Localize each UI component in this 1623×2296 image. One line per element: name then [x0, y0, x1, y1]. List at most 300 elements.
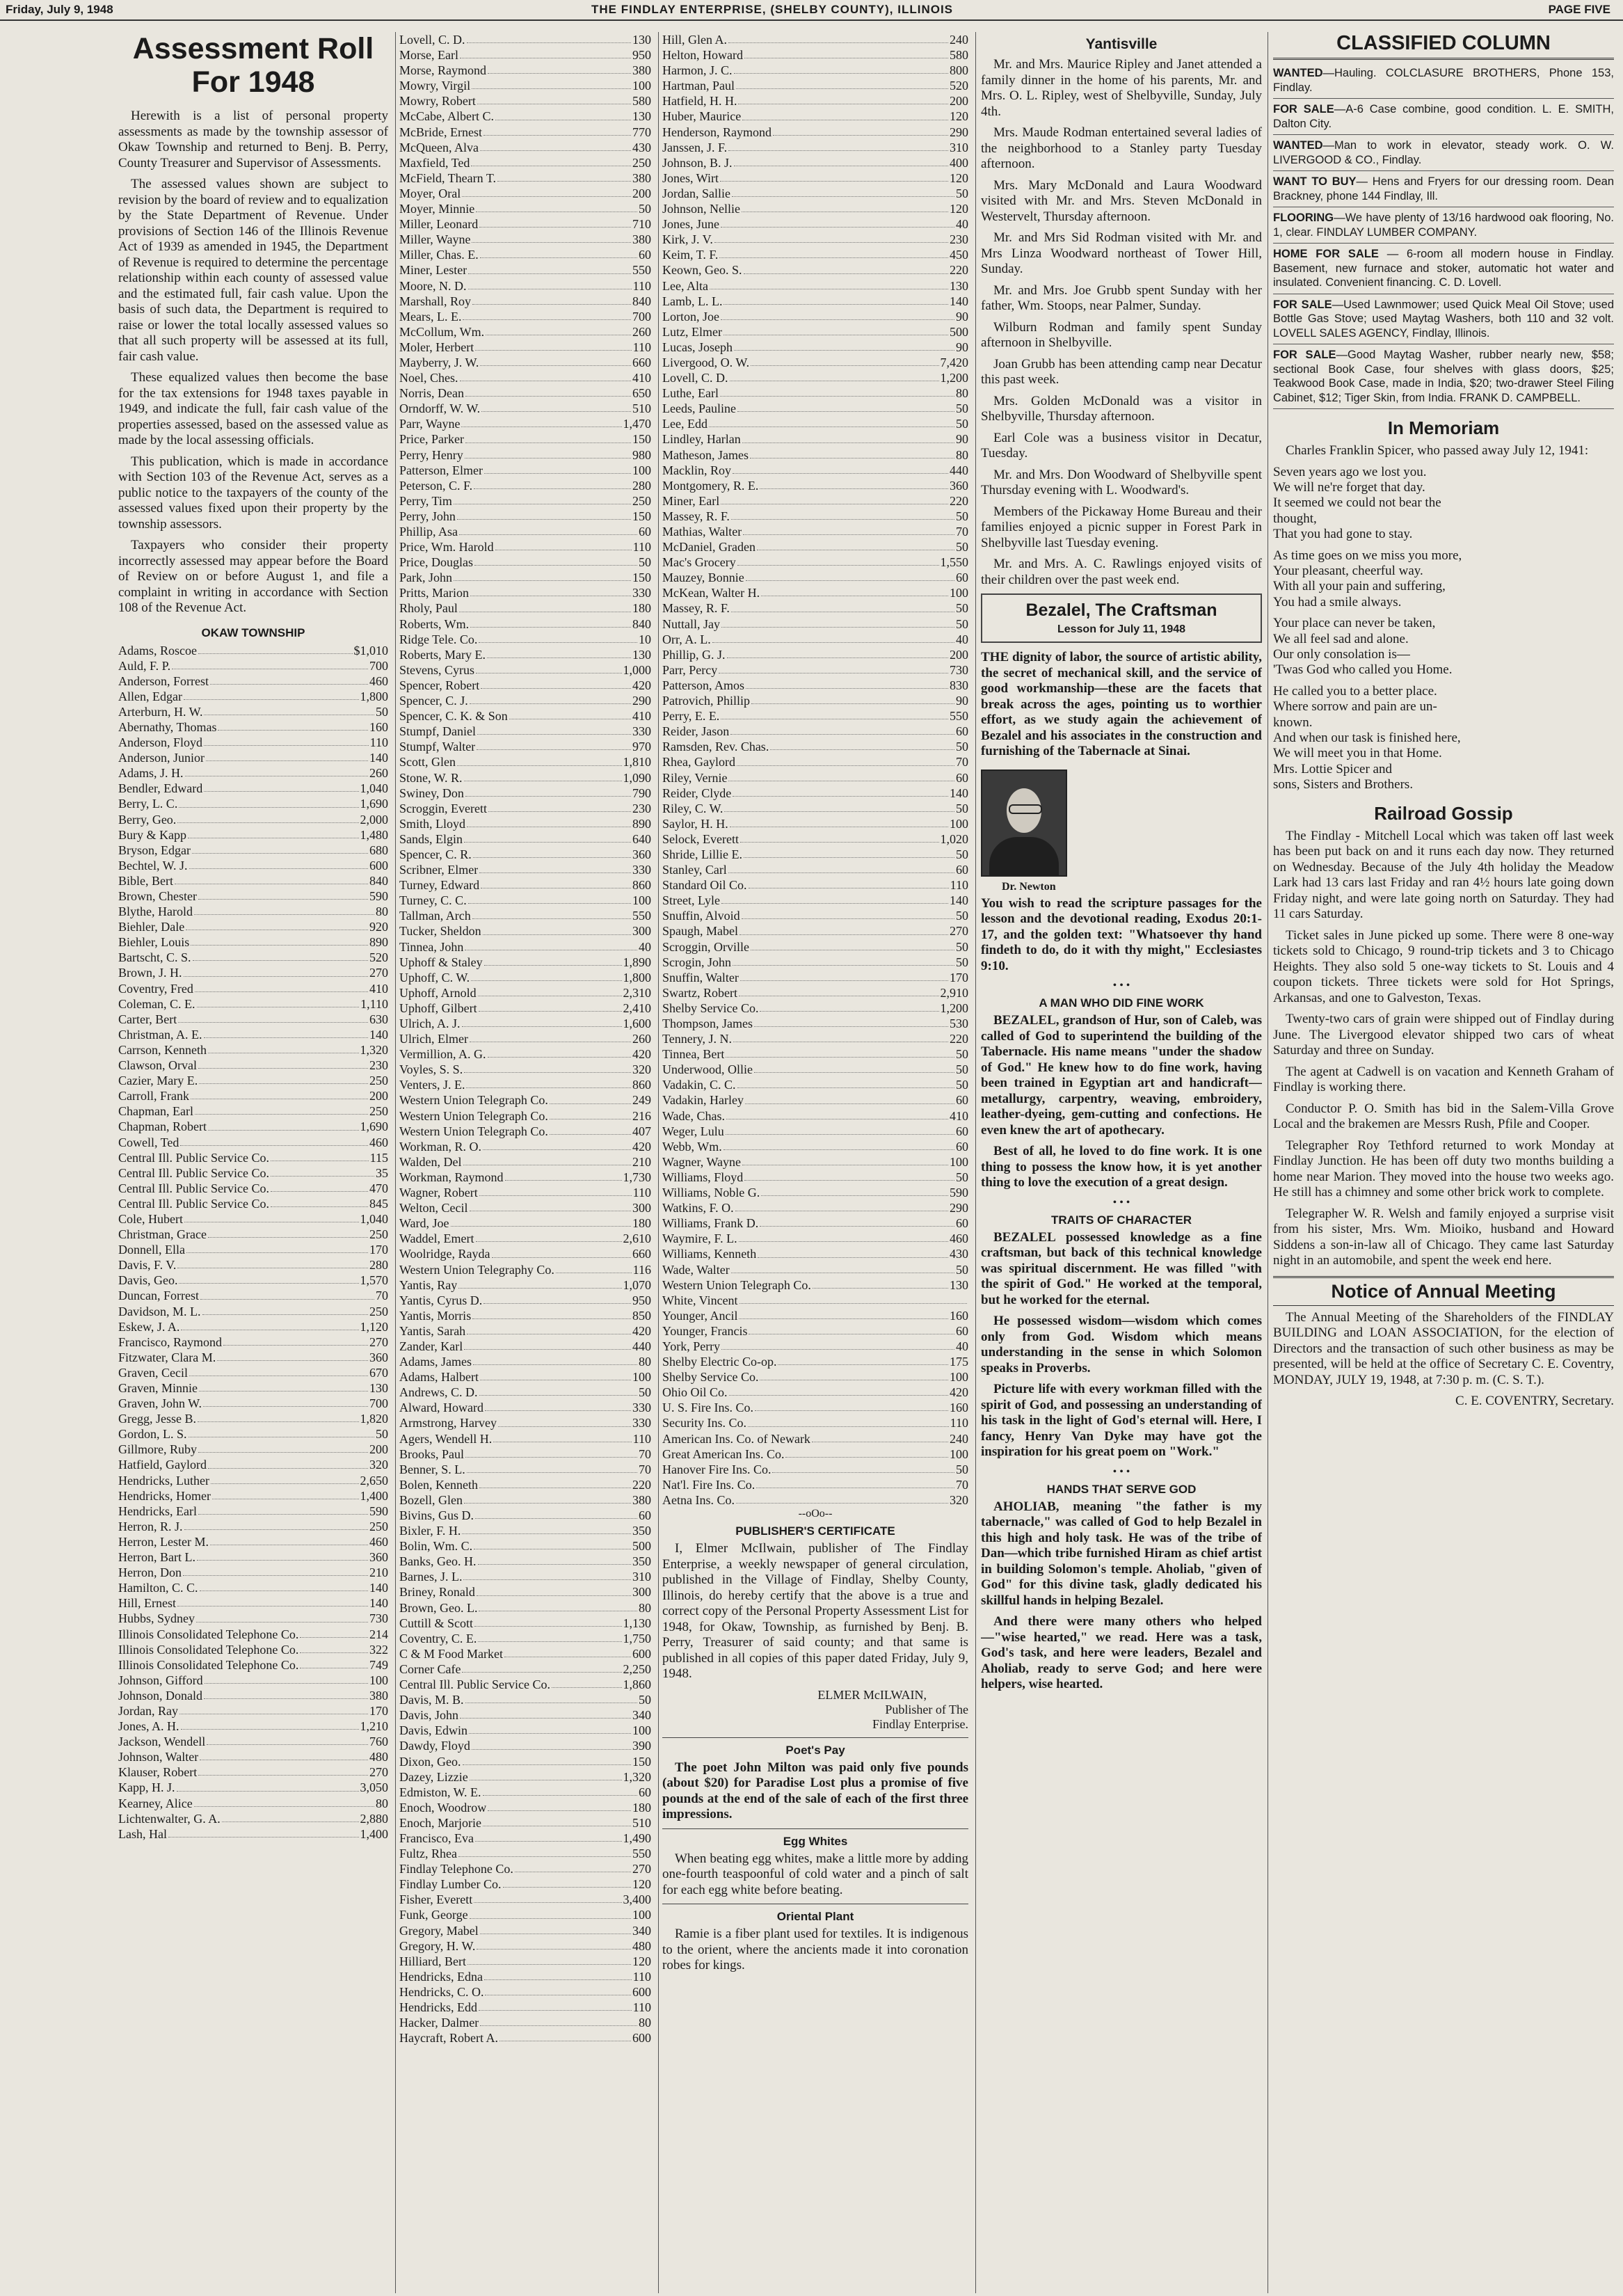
assessed-value: 130	[950, 278, 968, 293]
assessment-row	[118, 1396, 388, 1411]
leader-dots	[475, 1831, 622, 1842]
assessment-row	[118, 1549, 388, 1565]
assessment-row	[662, 724, 968, 739]
assessment-row	[118, 888, 388, 904]
assessment-row	[399, 47, 651, 63]
taxpayer-name: Parr, Wayne	[399, 417, 461, 431]
assessed-value: 660	[632, 355, 651, 369]
leader-dots	[459, 600, 631, 612]
leader-dots	[744, 1170, 954, 1181]
classified-heading: CLASSIFIED COLUMN	[1273, 32, 1614, 60]
assessed-value: 1,470	[623, 417, 651, 431]
assessment-row	[662, 1369, 968, 1385]
taxpayer-name: Peterson, C. F.	[399, 478, 473, 493]
assessment-row	[399, 155, 651, 170]
assessed-value: 140	[950, 786, 968, 800]
news-paragraph: Mr. and Mrs. Don Woodward of Shelbyville spent Thursday evening with L. Woodward's.	[981, 467, 1262, 497]
leader-dots	[473, 1354, 637, 1365]
news-paragraph: Members of the Pickaway Home Bureau and their families enjoyed a picnic supper in Forest Park in Shelbyville last Tuesday evening.	[981, 504, 1262, 550]
leader-dots	[737, 754, 954, 765]
lesson-paragraph: And there were many others who helped—"wise hearted," we read. Here was a task, God's task, and here were leaders, Bezalel and Aholiab, ready to serve God; and here were helpers, wise hearted.	[981, 1614, 1262, 1691]
assessment-row	[662, 262, 968, 278]
assessment-row	[662, 1477, 968, 1492]
taxpayer-name: Stone, W. R.	[399, 770, 463, 785]
taxpayer-name: McCabe, Albert C.	[399, 109, 494, 124]
assessed-value: 980	[632, 447, 651, 462]
leader-dots	[477, 739, 631, 750]
taxpayer-name: Scroggin, Orville	[662, 939, 749, 954]
taxpayer-name: Hamilton, C. C.	[118, 1581, 198, 1595]
leader-dots	[736, 1492, 948, 1504]
taxpayer-name: Central Ill. Public Service Co.	[118, 1150, 269, 1165]
column-4	[981, 32, 1262, 1698]
taxpayer-name: Luthe, Earl	[662, 386, 719, 401]
classified-ad	[1273, 135, 1614, 171]
taxpayer-name: Tinnea, John	[399, 939, 464, 954]
leader-dots	[458, 1846, 631, 1857]
leader-dots	[733, 1031, 948, 1042]
assessment-row	[662, 524, 968, 539]
assessment-row	[118, 1088, 388, 1103]
assessed-value: 200	[950, 647, 968, 662]
assessment-row	[399, 1462, 651, 1477]
taxpayer-name: Gregg, Jesse B.	[118, 1412, 196, 1426]
assessed-value: 1,550	[940, 555, 968, 570]
assessed-value: 2,650	[360, 1473, 388, 1488]
taxpayer-name: Dawdy, Floyd	[399, 1739, 470, 1753]
taxpayer-name: Herron, R. J.	[118, 1519, 183, 1533]
news-paragraph: Mrs. Mary McDonald and Laura Woodward visited with Mr. and Mrs. Steven McDonald in Westervelt, Thursday afternoon.	[981, 177, 1262, 224]
leader-dots	[177, 1780, 359, 1791]
taxpayer-name: Tallman, Arch	[399, 909, 471, 923]
assessed-value: 1,490	[623, 1831, 651, 1845]
leader-dots	[179, 1273, 358, 1284]
masthead-date: Friday, July 9, 1948	[6, 3, 113, 16]
assessment-row	[118, 1826, 388, 1842]
assessment-list-2	[399, 32, 651, 2046]
leader-dots	[727, 647, 948, 658]
annual-meeting-text: The Annual Meeting of the Shareholders of the FINDLAY BUILDING and LOAN ASSOCIATION, for the election of Directors and the transaction of such other business as may be presented, will be held at the office of Secretary C. E. Coventry, MONDAY, JULY 19, 1948, at 7:30 p. m. (C. S. T.).	[1273, 1309, 1614, 1387]
leader-dots	[480, 140, 631, 151]
assessed-value: 160	[369, 719, 388, 734]
oriental-plant-text: Ramie is a fiber plant used for textiles. It is indigenous to the orient, where the ancients made it into coronation robes for kings.	[662, 1927, 968, 1972]
leader-dots	[470, 1907, 631, 1918]
assessed-value: 70	[639, 1462, 651, 1476]
taxpayer-name: Adams, James	[399, 1355, 472, 1369]
leader-dots	[720, 385, 954, 397]
taxpayer-name: Helton, Howard	[662, 48, 743, 63]
assessment-row	[399, 662, 651, 678]
assessed-value: 60	[639, 1508, 651, 1522]
assessed-value: 210	[632, 1154, 651, 1169]
leader-dots	[743, 524, 954, 535]
assessment-row	[399, 801, 651, 816]
leader-dots	[481, 877, 631, 888]
column-rule	[395, 32, 396, 2293]
assessment-row	[118, 1103, 388, 1119]
leader-dots	[731, 1262, 954, 1273]
assessment-row	[662, 355, 968, 370]
taxpayer-name: Moyer, Minnie	[399, 202, 475, 216]
taxpayer-name: Duncan, Forrest	[118, 1289, 199, 1303]
taxpayer-name: Ramsden, Rev. Chas.	[662, 740, 769, 754]
taxpayer-name: Jones, Wirt	[662, 170, 719, 185]
leader-dots	[199, 1073, 368, 1084]
taxpayer-name: Younger, Francis	[662, 1323, 748, 1338]
assessment-row	[118, 1411, 388, 1426]
assessment-row	[399, 908, 651, 923]
leader-dots	[742, 1154, 948, 1165]
taxpayer-name: Perry, E. E.	[662, 709, 720, 724]
assessed-value: 510	[632, 401, 651, 416]
assessed-value: 140	[369, 1581, 388, 1595]
assessed-value: $1,010	[353, 643, 388, 657]
leader-dots	[737, 401, 954, 412]
assessed-value: 90	[956, 309, 968, 324]
taxpayer-name: Herron, Bart L.	[118, 1550, 195, 1565]
leader-dots	[300, 1657, 368, 1668]
taxpayer-name: Christman, Grace	[118, 1227, 207, 1242]
leader-dots	[509, 708, 631, 719]
taxpayer-name: Graven, Cecil	[118, 1365, 188, 1380]
assessed-value: 280	[369, 1258, 388, 1273]
assessed-value: 830	[950, 678, 968, 692]
assessment-row	[399, 632, 651, 647]
taxpayer-name: Reider, Clyde	[662, 786, 732, 800]
taxpayer-name: Miller, Leonard	[399, 217, 479, 232]
assessed-value: 1,000	[623, 662, 651, 677]
leader-dots	[202, 1304, 369, 1315]
assessment-row	[399, 786, 651, 801]
taxpayer-name: Rhea, Gaylord	[662, 755, 735, 770]
assessment-row	[399, 1785, 651, 1800]
assessment-row	[399, 431, 651, 447]
leader-dots	[467, 1462, 637, 1473]
assessment-row	[399, 294, 651, 309]
assessment-row	[399, 125, 651, 140]
assessed-value: 770	[632, 125, 651, 139]
poem-line: Your pleasant, cheerful way.	[1273, 563, 1423, 578]
taxpayer-name: Allen, Edgar	[118, 689, 182, 703]
assessed-value: 150	[632, 571, 651, 585]
leader-dots	[760, 478, 948, 489]
taxpayer-name: Gregory, Mabel	[399, 1923, 479, 1938]
taxpayer-name: Scrogin, John	[662, 955, 731, 969]
assessed-value: 2,410	[623, 1000, 651, 1015]
taxpayer-name: Roberts, Mary E.	[399, 647, 486, 662]
leader-dots	[197, 996, 360, 1007]
assessed-value: 322	[369, 1642, 388, 1657]
assessment-row	[399, 739, 651, 754]
assessment-row	[662, 939, 968, 955]
assessment-row	[399, 1293, 651, 1308]
leader-dots	[740, 831, 939, 843]
taxpayer-name: Hanover Fire Ins. Co.	[662, 1462, 771, 1476]
taxpayer-name: Enoch, Woodrow	[399, 1800, 487, 1815]
taxpayer-name: Welton, Cecil	[399, 1201, 468, 1215]
oriental-plant	[662, 1910, 968, 1974]
assessed-value: 70	[376, 1289, 388, 1303]
leader-dots	[478, 1631, 621, 1642]
assessed-value: 890	[632, 816, 651, 831]
taxpayer-name: Corner Cafe	[399, 1661, 461, 1676]
assessed-value: 40	[956, 217, 968, 232]
assessment-row	[399, 1139, 651, 1154]
assessment-row	[662, 1323, 968, 1339]
assessed-value: 460	[369, 1534, 388, 1549]
taxpayer-name: Auld, F. P.	[118, 658, 171, 673]
leader-dots	[719, 247, 948, 258]
assessment-row	[399, 1154, 651, 1170]
assessed-value: 100	[632, 1370, 651, 1385]
assessment-row	[118, 1580, 388, 1595]
assessed-value: 50	[956, 186, 968, 200]
leader-dots	[191, 1088, 368, 1099]
leader-dots	[479, 216, 631, 228]
taxpayer-name: Bendler, Edward	[118, 781, 203, 796]
masthead-page-number: PAGE FIVE	[1548, 3, 1610, 16]
leader-dots	[198, 1411, 359, 1422]
taxpayer-name: Moler, Herbert	[399, 340, 474, 354]
assessed-value: 360	[369, 1550, 388, 1565]
leader-dots	[480, 355, 631, 366]
leader-dots	[184, 1211, 359, 1222]
assessed-value: 450	[950, 248, 968, 262]
poem-line: He called you to a better place.	[1273, 683, 1437, 699]
assessment-row	[118, 765, 388, 781]
assessment-row	[118, 1642, 388, 1657]
assessment-row	[399, 1969, 651, 1984]
assessment-row	[399, 1569, 651, 1584]
assessed-value: 110	[369, 735, 388, 750]
assessment-row	[662, 1308, 968, 1323]
taxpayer-name: Haycraft, Robert A.	[399, 2031, 498, 2046]
assessed-value: 50	[956, 1078, 968, 1092]
assessed-value: 170	[369, 1243, 388, 1257]
leader-dots	[550, 1124, 631, 1135]
leader-dots	[556, 1262, 632, 1273]
assessed-value: 60	[639, 525, 651, 539]
assessment-row	[399, 893, 651, 908]
assessment-row	[118, 1196, 388, 1211]
assessment-row	[662, 600, 968, 616]
taxpayer-name: Lichtenwalter, G. A.	[118, 1811, 221, 1826]
assessed-value: 290	[950, 125, 968, 139]
leader-dots	[731, 509, 954, 520]
assessed-value: 670	[369, 1365, 388, 1380]
assessed-value: 590	[369, 889, 388, 903]
taxpayer-name: Miller, Wayne	[399, 232, 471, 247]
taxpayer-name: Venters, J. E.	[399, 1078, 465, 1092]
intro-paragraph: Herewith is a list of personal property assessments as made by the township assessor of Okaw Township and returned to Benj. B. Perry, County Treasurer and Supervisor of Assessments.	[118, 109, 388, 170]
taxpayer-name: Yantis, Sarah	[399, 1323, 466, 1338]
leader-dots	[480, 1923, 631, 1934]
leader-dots	[459, 524, 637, 535]
taxpayer-name: Francisco, Eva	[399, 1831, 474, 1845]
taxpayer-name: Johnson, Walter	[118, 1750, 199, 1764]
leader-dots	[754, 1062, 954, 1073]
taxpayer-name: Great American Ins. Co.	[662, 1446, 785, 1461]
taxpayer-name: Perry, Tim	[399, 493, 452, 508]
assessment-row	[662, 647, 968, 662]
assessment-row	[399, 585, 651, 600]
yantisville-heading: Yantisville	[1085, 36, 1158, 52]
classified-ad-text	[1273, 298, 1614, 341]
leader-dots	[720, 170, 948, 182]
leader-dots	[208, 1042, 359, 1053]
leader-dots	[479, 2000, 632, 2011]
taxpayer-name: Wagner, Wayne	[662, 1154, 742, 1169]
poem-line	[1273, 543, 1614, 548]
assessment-row	[118, 996, 388, 1012]
taxpayer-name: Security Ins. Co.	[662, 1416, 746, 1430]
assessment-row	[118, 1519, 388, 1534]
assessment-row	[118, 1073, 388, 1088]
assessed-value: 50	[956, 939, 968, 954]
taxpayer-name: Agers, Wendell H.	[399, 1431, 493, 1446]
assessment-row	[399, 1631, 651, 1646]
assessed-value: 1,200	[940, 1000, 968, 1015]
leader-dots	[729, 1385, 948, 1396]
taxpayer-name: Herron, Don	[118, 1565, 182, 1580]
assessment-row	[399, 278, 651, 294]
leader-dots	[186, 1242, 368, 1253]
leader-dots	[778, 1354, 948, 1365]
poem-line: Where sorrow and pain are un-	[1273, 699, 1437, 715]
poem-line: You had a smile always.	[1273, 594, 1402, 609]
assessed-value: 60	[956, 571, 968, 585]
leader-dots	[189, 858, 369, 869]
taxpayer-name: Price, Parker	[399, 432, 464, 447]
assessed-value: 340	[632, 1708, 651, 1723]
assessed-value: 7,420	[940, 355, 968, 369]
assessment-row	[118, 1257, 388, 1273]
assessment-row	[662, 1400, 968, 1415]
leader-dots	[470, 616, 631, 628]
assessed-value: 230	[369, 1058, 388, 1073]
assessment-row	[118, 827, 388, 843]
leader-dots	[483, 125, 631, 136]
taxpayer-name: Uphoff, Gilbert	[399, 1000, 477, 1015]
leader-dots	[469, 1723, 631, 1734]
leader-dots	[733, 955, 954, 966]
assessed-value: 50	[956, 847, 968, 861]
leader-dots	[208, 1457, 368, 1468]
assessment-row	[662, 893, 968, 908]
taxpayer-name: Coleman, C. E.	[118, 996, 195, 1011]
assessed-value: 110	[632, 1969, 651, 1984]
taxpayer-name: Lucas, Joseph	[662, 340, 733, 354]
assessment-row	[399, 1385, 651, 1400]
assessed-value: 330	[632, 863, 651, 877]
taxpayer-name: Gregory, H. W.	[399, 1938, 476, 1953]
assessment-row	[399, 923, 651, 939]
assessed-value: 150	[632, 432, 651, 447]
taxpayer-name: McDaniel, Graden	[662, 540, 755, 555]
assessment-row	[399, 262, 651, 278]
taxpayer-name: Davis, M. B.	[399, 1693, 464, 1707]
taxpayer-name: Funk, George	[399, 1908, 468, 1922]
assessed-value: 420	[950, 1385, 968, 1400]
assessed-value: 380	[632, 232, 651, 247]
leader-dots	[465, 447, 631, 459]
assessed-value: 170	[369, 1703, 388, 1718]
assessment-row	[662, 232, 968, 247]
assessed-value: 430	[950, 1247, 968, 1261]
leader-dots	[505, 1170, 622, 1181]
taxpayer-name: Gillmore, Ruby	[118, 1442, 197, 1457]
lesson-paragraph: AHOLIAB, meaning "the father is my tabernacle," was called of God to help Bezalel in this high and holy task. He was of the tribe of Dan—which tribe furnished Hiram as chief artist in building Solomon's temple. Aholiab, "given of God" for this divine task, gladly dedicated his skillful hands in helping Bezalel.	[981, 1499, 1262, 1608]
leader-dots	[196, 1611, 368, 1622]
classified-ad	[1273, 294, 1614, 345]
classified-ad-body: —Hauling. COLCLASURE BROTHERS, Phone 153, Findlay.	[1273, 67, 1614, 94]
assessment-row	[399, 693, 651, 708]
leader-dots	[476, 662, 622, 673]
taxpayer-name: Illinois Consolidated Telephone Co.	[118, 1642, 299, 1657]
leader-dots	[760, 1215, 954, 1227]
leader-dots	[756, 1477, 954, 1488]
leader-dots	[721, 216, 954, 228]
leader-dots	[465, 1692, 637, 1703]
assessment-row	[399, 770, 651, 786]
leader-dots	[488, 63, 631, 74]
taxpayer-name: Morse, Raymond	[399, 63, 486, 78]
assessment-row	[662, 216, 968, 232]
assessed-value: 260	[369, 766, 388, 781]
taxpayer-name: Bechtel, W. J.	[118, 858, 188, 872]
assessment-row	[662, 186, 968, 201]
taxpayer-name: Hatfield, H. H.	[662, 94, 737, 109]
assessed-value: 100	[632, 79, 651, 93]
assessed-value: 220	[950, 1032, 968, 1046]
poem-line	[1273, 610, 1614, 616]
assessed-value: 360	[950, 478, 968, 493]
assessed-value: 100	[632, 1723, 651, 1738]
assessed-value: 1,800	[360, 689, 388, 703]
separator: • • •	[1112, 1465, 1130, 1478]
taxpayer-name: Saylor, H. H.	[662, 816, 728, 831]
taxpayer-name: Patrovich, Phillip	[662, 694, 750, 708]
assessed-value: 130	[632, 33, 651, 47]
leader-dots	[731, 600, 954, 612]
leader-dots	[492, 1246, 631, 1257]
assessment-row	[399, 1200, 651, 1215]
classified-ad	[1273, 63, 1614, 99]
lesson-paragraph: BEZALEL possessed knowledge as a fine craftsman, but back of this technical knowledge was spiritual discernment. He was filled "with the spirit of God." He worked at the temporal, but he worked for the eternal.	[981, 1229, 1262, 1307]
assessment-row	[118, 1796, 388, 1811]
assessed-value: 40	[956, 632, 968, 646]
assessment-row	[118, 981, 388, 996]
taxpayer-name: Lee, Edd	[662, 417, 707, 431]
leader-dots	[476, 201, 637, 212]
leader-dots	[746, 678, 948, 689]
taxpayer-name: Carter, Bert	[118, 1012, 177, 1026]
taxpayer-name: Scott, Glen	[399, 755, 456, 770]
taxpayer-name: Brown, Geo. L.	[399, 1600, 478, 1615]
assessed-value: 60	[956, 724, 968, 739]
classified-ad-body: —We have plenty of 13/16 hardwood oak flooring, No. 1, clear. FINDLAY LUMBER COMPANY.	[1273, 212, 1614, 239]
assessment-row	[662, 1200, 968, 1215]
leader-dots	[475, 1508, 637, 1519]
assessment-row	[118, 1119, 388, 1134]
poem-line: known.	[1273, 715, 1313, 730]
assessment-row	[662, 1046, 968, 1062]
leader-dots	[472, 294, 631, 305]
assessed-value: 50	[956, 1262, 968, 1277]
assessed-value: 200	[632, 186, 651, 200]
taxpayer-name: Workman, Raymond	[399, 1170, 504, 1184]
leader-dots	[493, 1431, 631, 1442]
